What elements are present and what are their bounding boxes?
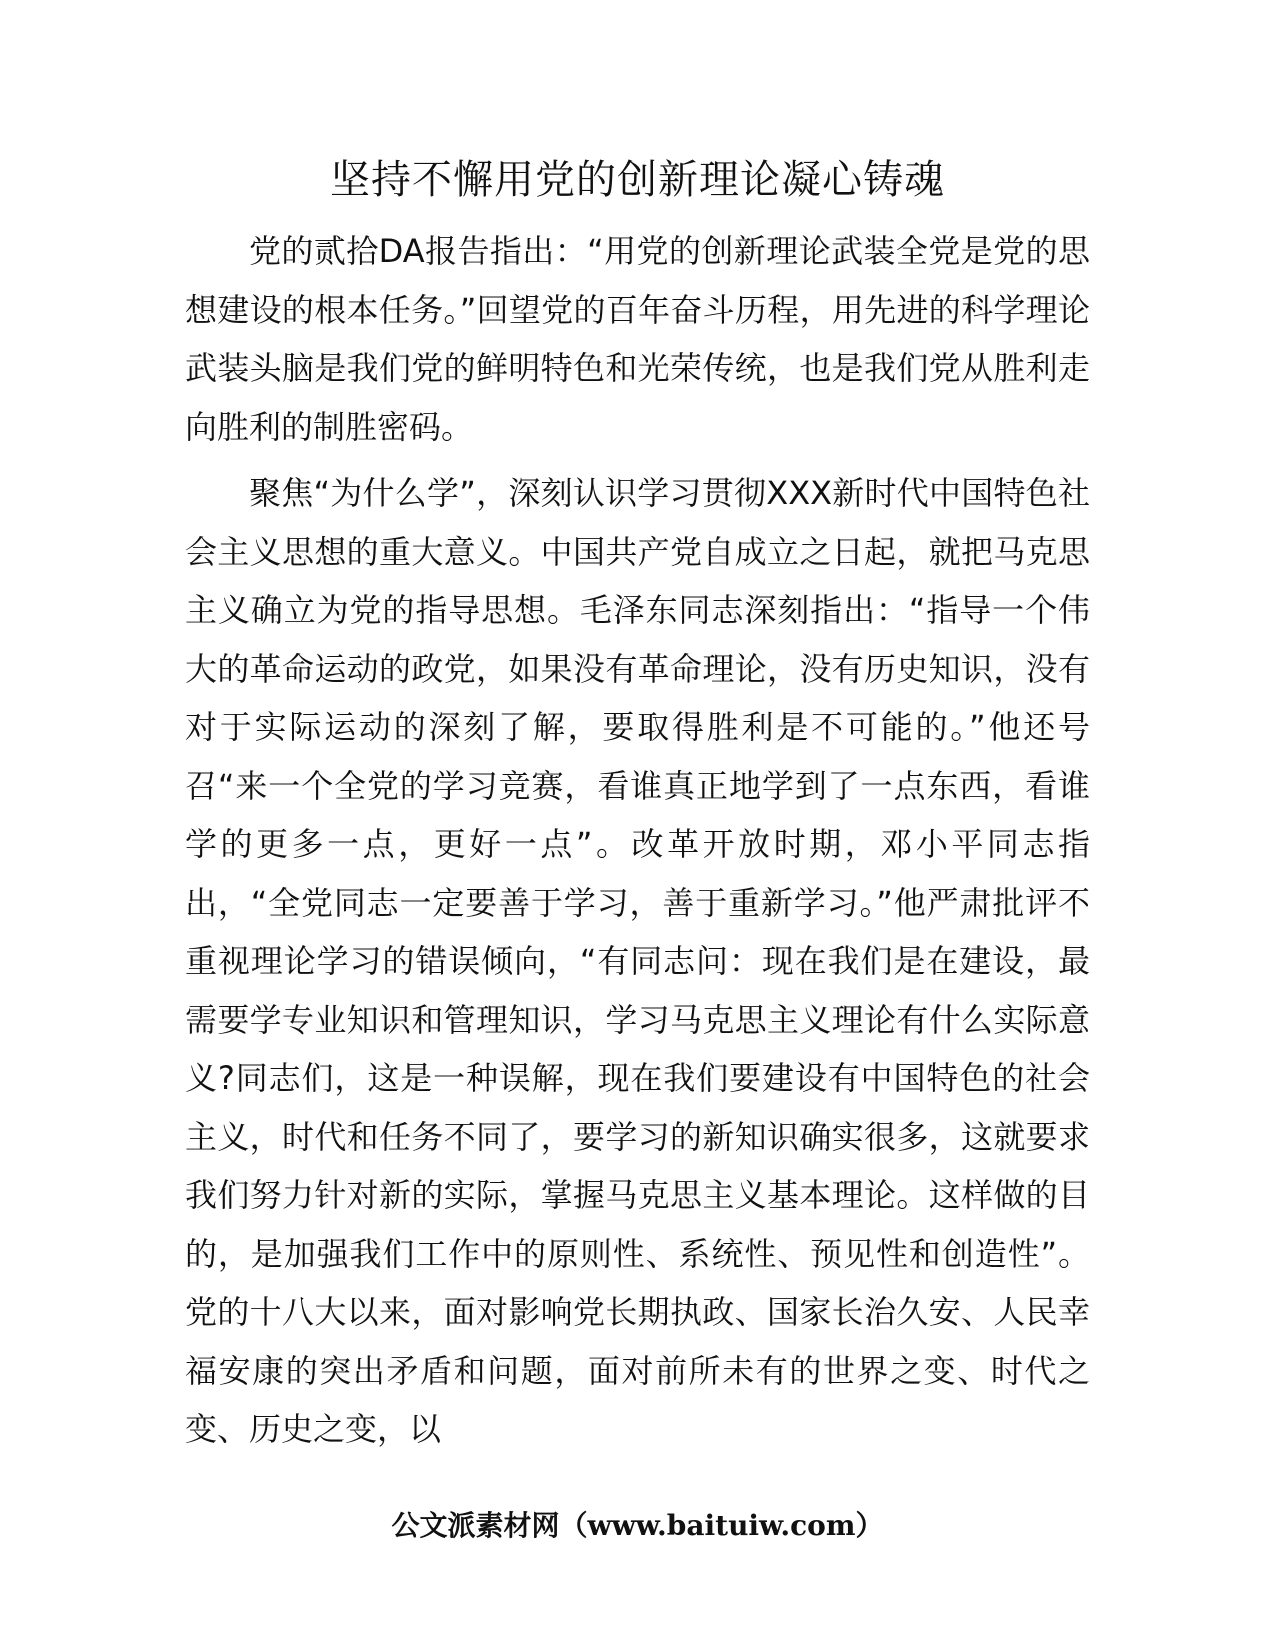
document-title: 坚持不懈用党的创新理论凝心铸魂 <box>330 157 945 203</box>
paragraph-2: 聚焦“为什么学”，深刻认识学习贯彻XXX新时代中国特色社会主义思想的重大意义。中国共产党自成立之日起，就把马克思主义确立为党的指导思想。毛泽东同志深刻指出：“指导一个伟大的革命运动的政党，如果没有革命理论，没有历史知识，没有对于实际运动的深刻了解，要取得胜利是不可能的。”他还号召“来一个全党的学习竞赛，看谁真正地学到了一点东西，看谁学的更多一点，更好一点”。改革开放时期，邓小平同志指出，“全党同志一定要善于学习，善于重新学习。”他严肃批评不重视理论学习的错误倾向，“有同志问：现在我们是在建设，最需要学专业知识和管理知识，学习马克思主义理论有什么实际意义?同志们，这是一种误解，现在我们要建设有中国特色的社会主义，时代和任务不同了，要学习的新知识确实很多，这就要求我们努力针对新的实际，掌握马克思主义基本理论。这样做的目的，是加强我们工作中的原则性、系统性、预见性和创造性”。党的十八大以来，面对影响党长期执政、国家长治久安、人民幸福安康的突出矛盾和问题，面对前所未有的世界之变、时代之变、历史之变，以 <box>185 474 1090 1448</box>
document-body <box>185 222 1090 1459</box>
watermark-footer: 公文派素材网（www.baituiw.com） <box>391 1509 884 1542</box>
paragraph-1: 党的贰拾DA报告指出：“用党的创新理论武装全党是党的思想建设的根本任务。”回望党的百年奋斗历程，用先进的科学理论武装头脑是我们党的鲜明特色和光荣传统，也是我们党从胜利走向胜利的制胜密码。 <box>185 232 1090 446</box>
